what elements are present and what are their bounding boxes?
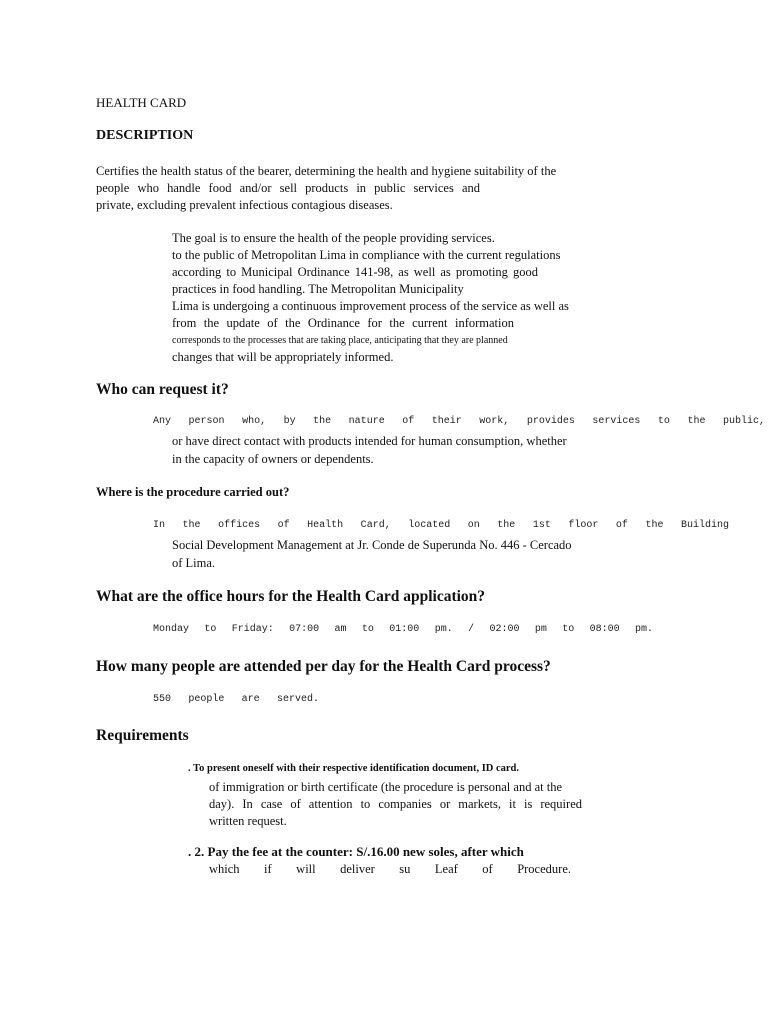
where-line: Social Development Management at Jr. Conde de Superunda No. 446 - Cercado xyxy=(172,538,572,552)
requirements-heading: Requirements xyxy=(96,727,189,744)
description-line: private, excluding prevalent infectious contagious diseases. xyxy=(96,198,393,212)
goal-paragraph xyxy=(172,230,567,366)
goal-line: corresponds to the processes that are taking place, anticipating that they are planned xyxy=(172,335,508,346)
where-heading: Where is the procedure carried out? xyxy=(96,485,290,499)
goal-line: to the public of Metropolitan Lima in compliance with the current regulations xyxy=(172,248,561,262)
requirement-2-lead: . 2. Pay the fee at the counter: S/.16.00 new soles, after which xyxy=(188,844,524,859)
description-line: Certifies the health status of the bearer, determining the health and hygiene suitability of the xyxy=(96,164,557,178)
description-line: people who handle food and/or sell products in public services and xyxy=(96,181,480,195)
goal-line: Lima is undergoing a continuous improvement process of the service as well as xyxy=(172,299,569,313)
requirement-1-line: written request. xyxy=(209,814,287,828)
requirement-1-lead: . To present oneself with their respective identification document, ID card. xyxy=(188,763,520,774)
requirement-1-body xyxy=(209,779,582,830)
people-heading: How many people are attended per day for the Health Card process? xyxy=(96,658,551,675)
description-heading: DESCRIPTION xyxy=(96,128,194,143)
requirement-1-line: of immigration or birth certificate (the procedure is personal and at the xyxy=(209,780,562,794)
goal-line: changes that will be appropriately informed. xyxy=(172,350,394,364)
goal-line: The goal is to ensure the health of the people providing services. xyxy=(172,231,495,245)
hours-mono-line: Monday to Friday: 07:00 am to 01:00 pm. / 02:00 pm to 08:00 pm. xyxy=(153,624,653,635)
description-paragraph xyxy=(96,163,566,214)
who-line: or have direct contact with products intended for human consumption, whether xyxy=(172,434,567,448)
goal-line: according to Municipal Ordinance 141-98, as well as promoting good xyxy=(172,265,538,279)
people-mono-line: 550 people are served. xyxy=(153,694,319,705)
goal-line: from the update of the Ordinance for the current information xyxy=(172,316,514,330)
where-mono-line: In the offices of Health Card, located on the 1st floor of the Building xyxy=(153,520,729,531)
goal-line: practices in food handling. The Metropolitan Municipality xyxy=(172,282,464,296)
who-line: in the capacity of owners or dependents. xyxy=(172,452,374,466)
who-heading: Who can request it? xyxy=(96,381,229,398)
who-mono-line: Any person who, by the nature of their work, provides services to the public, xyxy=(153,416,765,427)
where-text xyxy=(172,536,572,572)
requirement-1-line: day). In case of attention to companies or markets, it is required xyxy=(209,797,582,811)
hours-heading: What are the office hours for the Health Card application? xyxy=(96,588,486,605)
where-line: of Lima. xyxy=(172,556,216,570)
document-title: HEALTH CARD xyxy=(96,95,187,110)
requirement-2-line: which if will deliver su Leaf of Procedure. xyxy=(209,862,571,876)
who-text xyxy=(172,432,567,468)
